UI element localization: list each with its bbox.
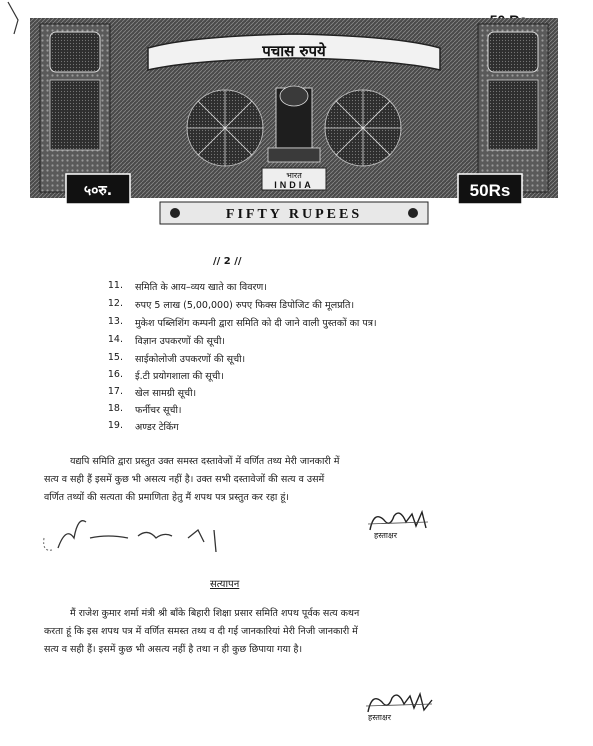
stamp-denomination: 50Rs [469, 181, 511, 200]
verification-heading: सत्यापन [210, 579, 240, 590]
verification-line-2: करता हूं कि इस शपथ पत्र में वर्णित समस्त तथ्य व दी गई जानकारियां मेरी निजी जानकारी में [44, 626, 358, 637]
item-text: अण्डर टेकिंग [135, 422, 179, 433]
list-item [0, 298, 593, 316]
item-number: 19. [107, 420, 123, 431]
item-number: 15. [107, 352, 123, 363]
list-item [0, 403, 593, 421]
item-number: 12. [107, 298, 123, 309]
stamp-paper [30, 18, 558, 226]
stamp-country: INDIA [274, 180, 314, 190]
item-text: समिति के आय–व्यय खाते का विवरण। [135, 282, 267, 293]
verification-line-1: मैं राजेश कुमार शर्मा मंत्री श्री बाँके बिहारी शिक्षा प्रसार समिति शपथ पूर्वक सत्य कथन [70, 608, 360, 619]
list-item [0, 334, 593, 352]
stamp-hindi-title: पचास रुपये [262, 42, 326, 60]
declaration-line-1: यद्यपि समिति द्वारा प्रस्तुत उक्त समस्त दस्तावेजों में वर्णित तथ्य मेरी जानकारी में [70, 456, 340, 467]
final-caption: हस्ताक्षर [368, 713, 391, 722]
item-number: 11. [107, 280, 123, 291]
item-number: 13. [107, 316, 123, 327]
handwritten-mark [38, 508, 228, 556]
list-item [0, 386, 593, 404]
item-text: ई.टी प्रयोगशाला की सूची। [135, 371, 224, 382]
item-text: फर्नीचर सूची। [135, 405, 182, 416]
signatory-caption: हस्ताक्षर [374, 531, 397, 540]
stamp-amount-words: FIFTY RUPEES [225, 207, 363, 222]
corner-mark [4, 0, 24, 36]
declaration-line-2: सत्य व सही हैं इसमें कुछ भी असत्य नहीं है। उक्त सभी दस्तावेजों की सत्य व उसमें [44, 474, 325, 485]
verification-line-3: सत्य व सही हैं। इसमें कुछ भी असत्य नहीं है तथा न ही कुछ छिपाया गया है। [44, 644, 303, 655]
item-text: साईकोलोजी उपकरणों की सूची। [135, 354, 246, 365]
list-item [0, 420, 593, 438]
item-text: खेल सामग्री सूची। [135, 388, 197, 399]
list-item [0, 369, 593, 387]
page-number: // 2 // [213, 256, 242, 267]
item-number: 16. [107, 369, 123, 380]
list-item [0, 316, 593, 334]
item-text: विज्ञान उपकरणों की सूची। [135, 336, 226, 347]
stamp-country-hindi: भारत [286, 171, 302, 180]
list-item [0, 280, 593, 298]
item-text: मुकेश पब्लिशिंग कम्पनी द्वारा समिति को दी जाने वाली पुस्तकों का पत्र। [135, 318, 377, 329]
item-number: 14. [107, 334, 123, 345]
signature [362, 686, 442, 730]
item-number: 18. [107, 403, 123, 414]
signature [364, 506, 434, 546]
declaration-line-3: वर्णित तथ्यों की सत्यता की प्रमाणिता हेतु मैं शपथ पत्र प्रस्तुत कर रहा हूं। [44, 492, 290, 503]
list-item [0, 352, 593, 370]
item-number: 17. [107, 386, 123, 397]
item-text: रुपए 5 लाख (5,00,000) रुपए फिक्स डिपोजिट की मूलप्रति। [135, 300, 355, 311]
stamp-denomination-hindi: ५०रु. [83, 183, 113, 199]
